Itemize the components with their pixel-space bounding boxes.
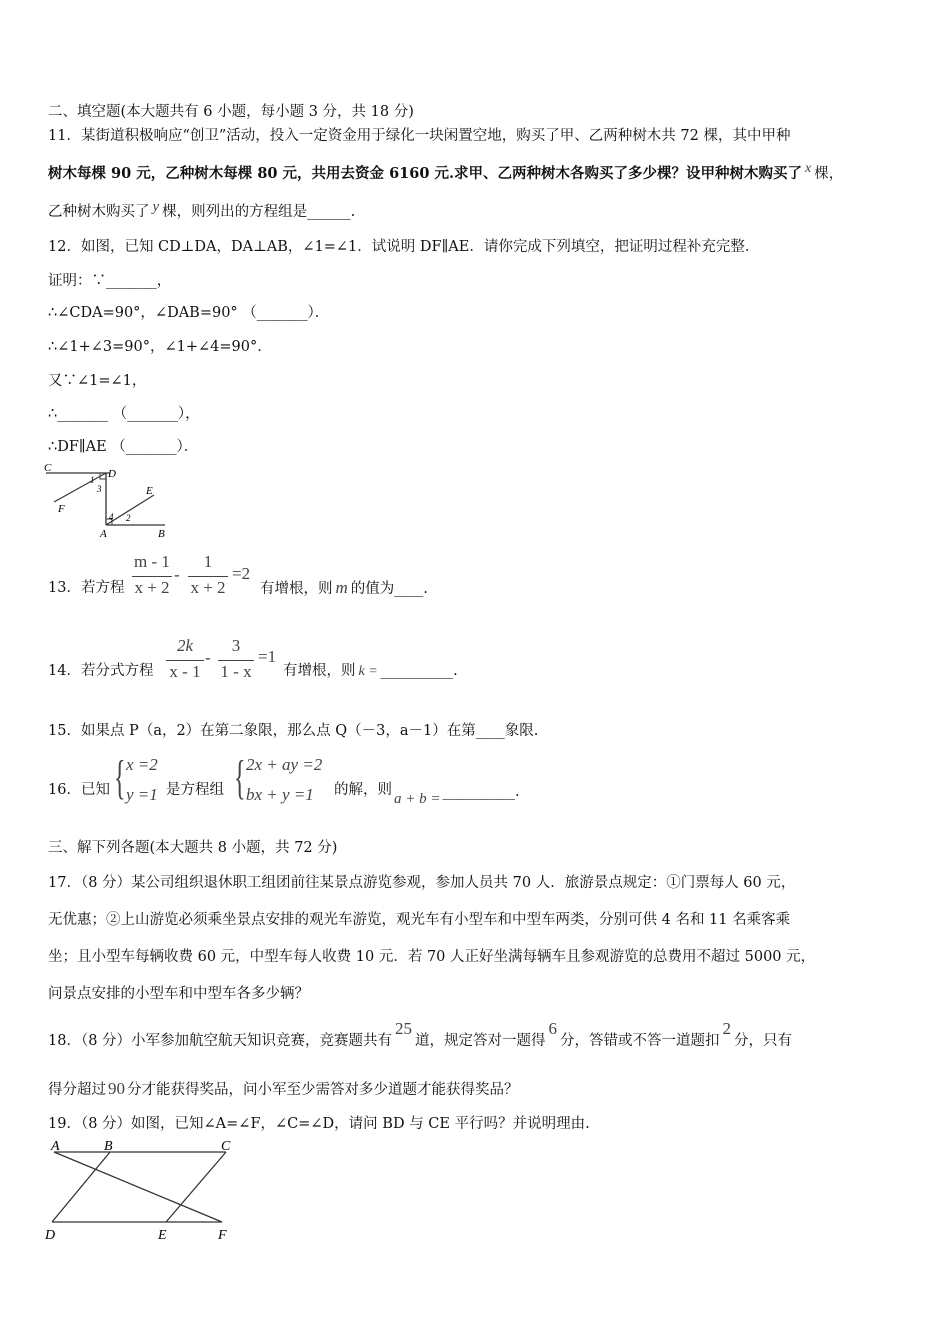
q18-part-3: 分，答错或不答一道题扣 — [560, 1033, 720, 1049]
q14-fraction-bar-1 — [166, 660, 204, 661]
q17-line-3: 坐；且小型车每辆收费 60 元，中型车每人收费 10 元．若 70 人正好坐满每辆车且参观游览的总费用不超过 5000 元， — [48, 949, 816, 965]
q13-prefix: 13．若方程 — [48, 580, 125, 596]
q16-suffix-2: __________. — [442, 784, 520, 800]
q11-line-2-text: 树木每棵 90 元，乙种树木每棵 80 元，共用去资金 6160 元.求甲、乙两种树木各购买了多少棵？设甲种树木购买了 — [48, 165, 803, 182]
section-2-heading: 二、填空题(本大题共有 6 小题，每小题 3 分，共 18 分) — [48, 104, 414, 120]
q12-label-e: E — [146, 485, 153, 497]
q14-var-k: k = — [358, 664, 378, 679]
q18-line-1 — [48, 1019, 793, 1051]
q12-label-c: C — [44, 462, 52, 474]
q11-line-3 — [48, 199, 356, 222]
q18-num-2: 2 — [722, 1019, 732, 1038]
q19-figure — [40, 1138, 250, 1248]
q14-fraction-1 — [166, 636, 204, 686]
q14-fraction-2 — [218, 636, 254, 686]
q19-label-d: D — [45, 1228, 56, 1243]
q17-line-4: 问景点安排的小型车和中型车各多少辆？ — [48, 986, 309, 1002]
q17-line-2: 无优惠；②上山游览必须乘坐景点安排的观光车游览，观光车有小型车和中型车两类，分别可供 4 名和 11 名乘客乘 — [48, 912, 791, 928]
q18-num-25: 25 — [395, 1019, 413, 1038]
q19-label-f: F — [218, 1228, 227, 1243]
q13-fraction-bar-2 — [188, 576, 228, 577]
q19-text: 19．（8 分）如图，已知∠A=∠F，∠C=∠D，请问 BD 与 CE 平行吗？并说明理由. — [48, 1116, 590, 1132]
q11-line-2 — [48, 161, 844, 185]
q12-line-1: 12．如图，已知 CD⊥DA，DA⊥AB，∠1=∠1．试说明 DF∥AE．请你完成下列填空，把证明过程补充完整． — [48, 239, 760, 255]
q18-line-2 — [48, 1079, 519, 1100]
q12-label-3: 3 — [97, 484, 102, 494]
q13-equals: =2 — [232, 564, 251, 583]
q11-line-3-end: 棵，则列出的方程组是______. — [162, 204, 356, 220]
q13-fraction-1 — [132, 552, 172, 602]
q17-line-1: 17．（8 分）某公司组织退休职工组团前往某景点游览参观，参加人员共 70 人．旅游景点规定：①门票每人 60 元， — [48, 875, 796, 891]
q13-denominator-1: x + 2 — [134, 578, 170, 597]
q12-proof-1: 证明：∵_______， — [48, 273, 172, 289]
q19-label-e: E — [158, 1228, 167, 1243]
q14-suffix: __________. — [380, 663, 458, 679]
q16-mid: 是方程组 — [166, 782, 224, 798]
q18-line-2a: 得分超过 — [48, 1082, 106, 1098]
q13-fraction-2 — [188, 552, 228, 602]
q18-part-4: 分，只有 — [734, 1033, 793, 1049]
q13-numerator-1: m - 1 — [134, 552, 170, 571]
q12-proof-6: ∴DF∥AE （_______）． — [48, 439, 199, 455]
q18-num-6: 6 — [548, 1019, 558, 1038]
q12-label-a: A — [100, 528, 107, 540]
q14-numerator-2: 3 — [231, 636, 241, 655]
q11-line-2-end: 棵， — [814, 166, 844, 182]
q19-label-b: B — [104, 1139, 113, 1154]
q11-line-3-text: 乙种树木购买了 — [48, 204, 150, 220]
q14-minus: - — [205, 648, 211, 667]
q19-line-bd — [52, 1152, 110, 1222]
q14-tail — [283, 661, 458, 682]
q19-label-a: A — [51, 1139, 60, 1154]
q16-suffix-1: 的解，则 — [334, 782, 392, 798]
q18-part-1: 18．（8 分）小军参加航空航天知识竞赛，竞赛题共有 — [48, 1033, 393, 1049]
q16-tail — [334, 780, 520, 807]
q12-proof-3: ∴∠1+∠3=90°，∠1+∠4=90°． — [48, 339, 272, 355]
section-3-heading: 三、解下列各题(本大题共 8 小题，共 72 分) — [48, 840, 338, 856]
q14-numerator-1: 2k — [176, 636, 194, 655]
q12-label-1: 1 — [90, 475, 95, 485]
q12-figure — [40, 462, 175, 542]
q11-var-x: x — [805, 161, 812, 176]
q15-text: 15．如果点 P（a，2）在第二象限，那么点 Q（－3，a－1）在第____象限. — [48, 723, 539, 739]
q14-denominator-1: x - 1 — [169, 662, 201, 681]
q18-part-2: 道，规定答对一题得 — [415, 1033, 546, 1049]
q13-minus: - — [174, 565, 180, 584]
q14-denominator-2: 1 - x — [220, 662, 252, 681]
q13-fraction-bar-1 — [132, 576, 172, 577]
q16-sys2-eq2: bx + y =1 — [246, 785, 314, 804]
q14-mid: 有增根，则 — [283, 663, 356, 679]
q14-equals: =1 — [258, 647, 277, 666]
q13-denominator-2: x + 2 — [190, 578, 226, 597]
q12-label-d: D — [108, 468, 116, 480]
q13-var-m: m — [335, 578, 348, 597]
q16-sys1-eq2: y =1 — [126, 785, 158, 804]
q16-brace-1: { — [114, 751, 126, 804]
q13-numerator-2: 1 — [203, 552, 213, 571]
q12-proof-2: ∴∠CDA=90°，∠DAB=90° （_______）． — [48, 305, 330, 321]
q13-tail — [260, 578, 428, 599]
q18-num-90: 90 — [108, 1079, 125, 1098]
q16-prefix: 16．已知 — [48, 782, 110, 798]
q16-sys2-eq1: 2x + ay =2 — [246, 755, 323, 774]
q12-label-2: 2 — [126, 513, 131, 523]
q12-proof-4: 又∵∠1=∠1， — [48, 373, 147, 389]
q12-label-4: 4 — [109, 512, 114, 522]
q16-sys1-eq1: x =2 — [126, 755, 158, 774]
q12-proof-5: ∴_______ （_______）， — [48, 406, 200, 422]
q12-label-b: B — [158, 528, 165, 540]
q13-mid: 有增根，则 — [260, 581, 333, 597]
q18-line-2b: 分才能获得奖品，问小军至少需答对多少道题才能获得奖品？ — [127, 1082, 519, 1098]
q16-brace-2: { — [234, 751, 246, 804]
q11-var-y: y — [152, 199, 160, 215]
q19-label-c: C — [221, 1139, 231, 1154]
q14-prefix: 14．若分式方程 — [48, 663, 154, 679]
q12-label-f: F — [58, 503, 65, 515]
q16-expr: a + b = — [394, 791, 441, 807]
q11-line-1: 11．某街道积极响应“创卫”活动，投入一定资金用于绿化一块闲置空地，购买了甲、乙两种树木共 72 棵，其中甲种 — [48, 128, 791, 144]
q13-suffix: 的值为____. — [350, 581, 428, 597]
q14-fraction-bar-2 — [218, 660, 254, 661]
